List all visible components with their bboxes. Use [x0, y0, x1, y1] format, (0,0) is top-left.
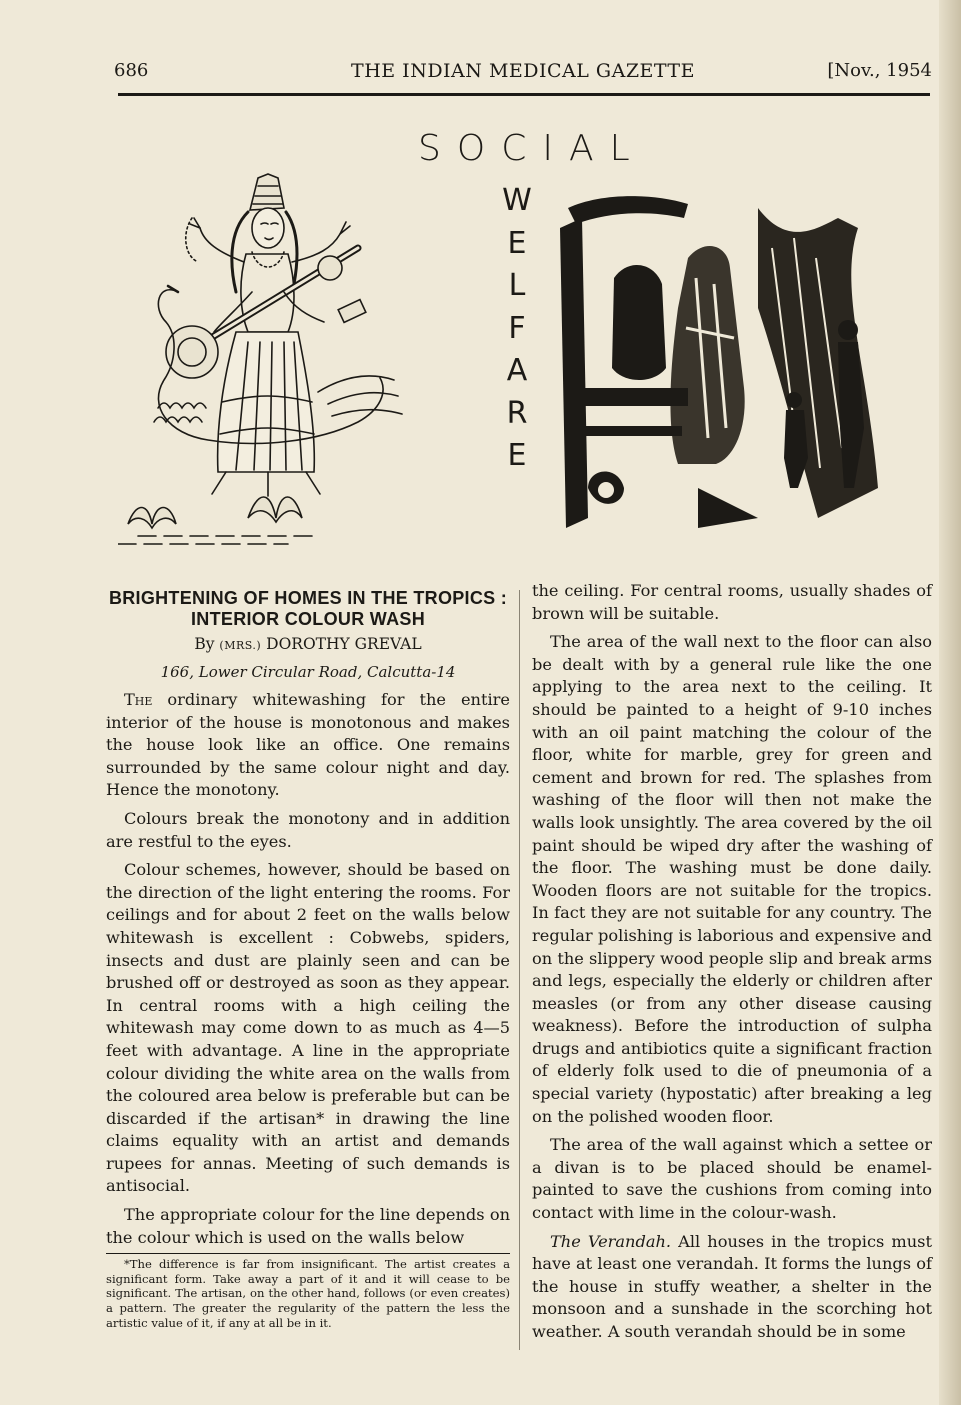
- journal-title: THE INDIAN MEDICAL GAZETTE: [351, 60, 695, 82]
- running-header: [114, 60, 932, 86]
- issue-date: [Nov., 1954: [827, 60, 932, 81]
- paragraph-text: ordinary whitewashing for the entire interior of the house is monotonous and makes the house look like an office. One remains surrounded by the same colour night and day. Hence the monotony.: [106, 690, 510, 800]
- byline: [106, 634, 510, 656]
- paragraph-verandah: [532, 1231, 932, 1344]
- paragraph: The area of the wall next to the floor can also be dealt with by a general rule like the one applying to the area next to the ceiling. It should be painted to a height of 9-10 inches with an oil paint matching the colour of the floor, white for marble, grey for green and cement and brown for red. The splashes from washing of the floor will then not make the walls look unsightly. The area covered by the oil paint should be wiped dry after the washing of the floor. The washing must be done daily. Wooden floors are not suitable for the tropics. In fact they are not suitable for any country. The regular polishing is laborious and expensive and on the slippery wood people slip and break arms and legs, especially the elderly or children after measles (or from any other disease causing weakness). Before the introduction of sulpha drugs and antibiotics quite a significant fraction of elderly folk used to die of pneumonia of a special variety (hypostatic) after breaking a leg on the polished wooden floor.: [532, 632, 932, 1126]
- paragraph: The area of the wall against which a settee or a divan is to be placed should be enamel-painted to save the cushions from coming into contact with lime in the colour-wash.: [532, 1135, 932, 1223]
- page-edge-shadow: [939, 0, 961, 1405]
- footnote: *The difference is far from insignificant. The artist creates a significant form. Take away a part of it and it will cease to be significant. The artisan, on the other hand, follows (or even creates) a pattern. The greater the regularity of the pattern the less the artistic value of it, if any at all be in it.: [106, 1257, 510, 1330]
- masthead-social: SOCIAL: [418, 128, 646, 169]
- article-title: BRIGHTENING OF HOMES IN THE TROPICS : INTERIOR COLOUR WASH: [108, 588, 508, 629]
- byline-honorific: (MRS.): [219, 639, 262, 652]
- paragraph: The appropriate colour for the line depends on the colour which is used on the walls below: [106, 1205, 510, 1247]
- welfare-letter: R: [506, 395, 528, 431]
- welfare-letter: A: [506, 353, 528, 388]
- welfare-letter: E: [507, 438, 527, 473]
- welfare-letter: L: [508, 268, 526, 303]
- page-number: 686: [114, 60, 149, 81]
- header-rule: [118, 93, 930, 96]
- welfare-letter: E: [507, 225, 527, 261]
- paragraph-continuation: the ceiling. For central rooms, usually shades of brown will be suitable.: [532, 581, 932, 623]
- woodcut-illustration: [558, 188, 890, 532]
- footnote-rule: [106, 1253, 510, 1254]
- lead-word: The: [124, 690, 153, 709]
- masthead-welfare: [500, 180, 534, 478]
- paragraph-text: All houses in the tropics must have at least one verandah. It forms the lungs of the house in stuffy weather, a shelter in the monsoon and a sunshade in the scorching hot weather. A south verandah should be in some: [532, 1231, 932, 1341]
- author-name: DOROTHY GREVAL: [266, 635, 422, 653]
- welfare-letter: W: [502, 183, 532, 218]
- welfare-letter: F: [508, 310, 526, 346]
- paragraph: [106, 689, 510, 802]
- goddess-illustration: [118, 172, 410, 556]
- section-heading: The Verandah.: [550, 1231, 672, 1251]
- paragraph: Colour schemes, however, should be based on the direction of the light entering the rooms. For ceilings and for about 2 feet on the walls below whitewash is excellent : Cobwebs, spiders, insects and dust are plainly seen and can be brushed off or destroyed as soon as they appear. In central rooms with a high ceiling the whitewash may come down to as much as 4—5 feet with advantage. A line in the appropriate colour dividing the white area on the walls from the coloured area below is preferable but can be discarded if the artisan* in drawing the line claims equality with an artist and demands rupees for annas. Meeting of such demands is antisocial.: [106, 860, 510, 1196]
- paragraph: Colours break the monotony and in addition are restful to the eyes.: [106, 808, 510, 851]
- author-address: 166, Lower Circular Road, Calcutta-14: [160, 663, 456, 681]
- right-column: [532, 580, 932, 1350]
- byline-by: By: [194, 635, 215, 653]
- left-column: [106, 588, 510, 1336]
- column-divider: [519, 590, 520, 1350]
